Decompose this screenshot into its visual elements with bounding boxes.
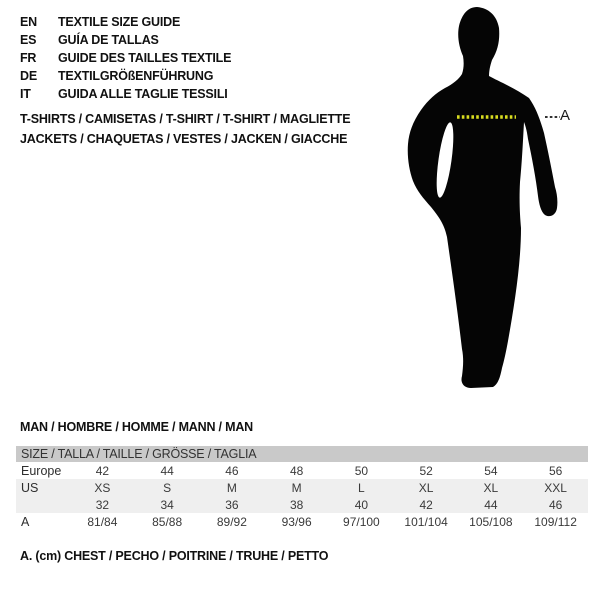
size-cell: 46 bbox=[548, 497, 563, 512]
size-cell: 44 bbox=[484, 497, 498, 512]
size-cell: 105/108 bbox=[469, 514, 513, 529]
language-title: GUIDE DES TAILLES TEXTILE bbox=[58, 51, 232, 65]
man-figure bbox=[395, 0, 580, 410]
language-title: GUÍA DE TALLAS bbox=[58, 33, 159, 47]
table-row-us-numbers bbox=[16, 496, 588, 513]
language-row-en bbox=[20, 13, 231, 31]
size-cell: 56 bbox=[548, 463, 563, 478]
size-cell: 97/100 bbox=[343, 514, 380, 529]
size-cell: 44 bbox=[160, 463, 174, 478]
language-code: EN bbox=[20, 15, 37, 29]
row-label: A bbox=[21, 514, 30, 529]
size-cell: 40 bbox=[354, 497, 369, 512]
size-cell: 89/92 bbox=[216, 514, 247, 529]
language-code: DE bbox=[20, 69, 37, 83]
language-legend bbox=[20, 13, 231, 103]
size-cell: 101/104 bbox=[404, 514, 448, 529]
size-cell: 50 bbox=[354, 463, 369, 478]
size-cell: 54 bbox=[484, 463, 498, 478]
size-cell: XL bbox=[418, 480, 434, 495]
size-cell: XS bbox=[94, 480, 111, 495]
section-title-man: MAN / HOMBRE / HOMME / MANN / MAN bbox=[20, 420, 253, 434]
language-row-es bbox=[20, 31, 231, 49]
measure-footnote: A. (cm) CHEST / PECHO / POITRINE / TRUHE / PETTO bbox=[20, 549, 329, 563]
row-label: Europe bbox=[21, 463, 62, 478]
row-label: US bbox=[21, 480, 39, 495]
size-cell: 109/112 bbox=[534, 514, 577, 529]
language-row-de bbox=[20, 67, 231, 85]
size-cell: XXL bbox=[544, 480, 567, 495]
language-code: IT bbox=[20, 87, 31, 101]
size-cell: 52 bbox=[419, 463, 433, 478]
table-row-us-letters bbox=[16, 479, 588, 496]
language-title: TEXTILGRÖßENFÜHRUNG bbox=[58, 69, 214, 83]
size-cell: 42 bbox=[419, 497, 433, 512]
size-cell: M bbox=[226, 480, 237, 495]
size-table-header: SIZE / TALLA / TAILLE / GRÖSSE / TAGLIA bbox=[16, 446, 588, 462]
size-cell: L bbox=[358, 480, 365, 495]
language-row-fr bbox=[20, 49, 231, 67]
garment-line-tshirts: T-SHIRTS / CAMISETAS / T-SHIRT / T-SHIRT / MAGLIETTE bbox=[20, 112, 351, 126]
size-cell: 48 bbox=[289, 463, 304, 478]
size-table bbox=[16, 446, 588, 530]
size-cell: 85/88 bbox=[152, 514, 183, 529]
size-cell: 34 bbox=[160, 497, 174, 512]
size-cell: 38 bbox=[289, 497, 304, 512]
size-cell: XL bbox=[483, 480, 499, 495]
size-cell: 36 bbox=[225, 497, 239, 512]
size-cell: 42 bbox=[95, 463, 110, 478]
table-row-chest-measure bbox=[16, 513, 588, 530]
size-cell: 81/84 bbox=[87, 514, 118, 529]
man-silhouette-svg bbox=[395, 0, 580, 410]
garment-categories bbox=[20, 109, 350, 149]
size-cell: S bbox=[163, 480, 172, 495]
language-title: TEXTILE SIZE GUIDE bbox=[58, 15, 181, 29]
language-code: FR bbox=[20, 51, 37, 65]
size-cell: 46 bbox=[225, 463, 239, 478]
language-title: GUIDA ALLE TAGLIE TESSILI bbox=[58, 87, 228, 101]
size-cell: M bbox=[291, 480, 302, 495]
garment-line-jackets: JACKETS / CHAQUETAS / VESTES / JACKEN / GIACCHE bbox=[20, 132, 348, 146]
language-code: ES bbox=[20, 33, 37, 47]
size-cell: 93/96 bbox=[281, 514, 312, 529]
language-row-it bbox=[20, 85, 231, 103]
measure-label-a: A bbox=[560, 107, 571, 124]
man-silhouette bbox=[408, 7, 558, 388]
table-row-europe bbox=[16, 462, 588, 479]
size-cell: 32 bbox=[95, 497, 110, 512]
